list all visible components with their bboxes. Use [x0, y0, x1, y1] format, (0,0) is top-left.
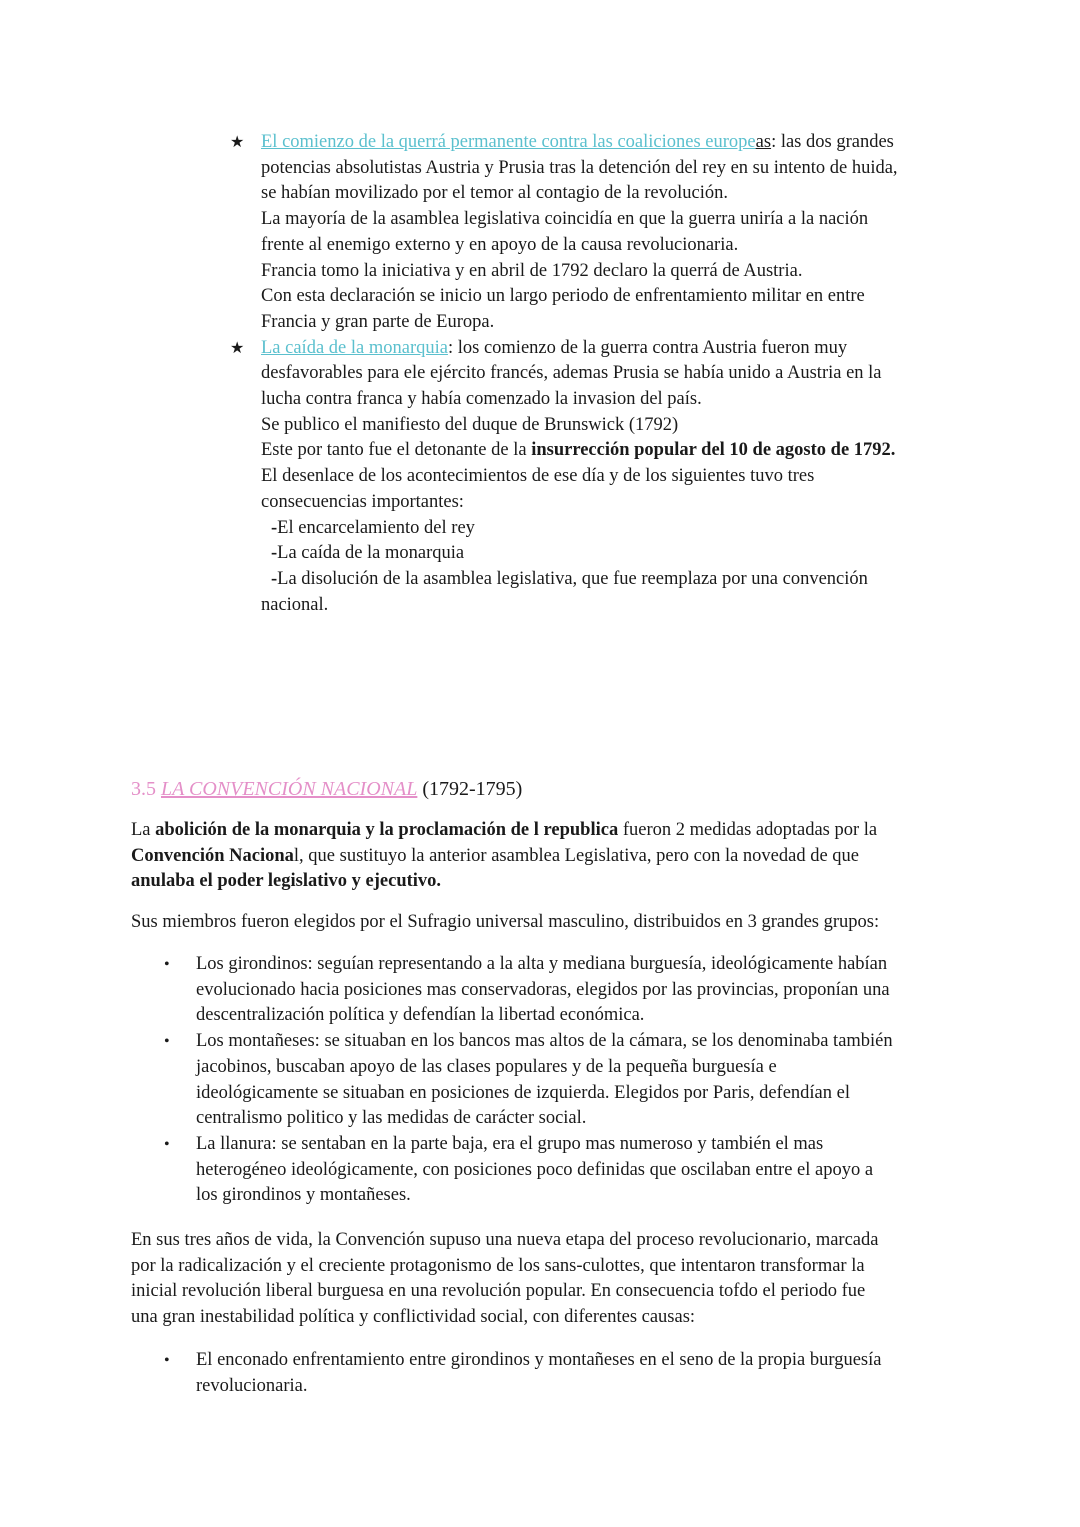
detonante-line: Este por tanto fue el detonante de la insurrección popular del 10 de agosto de 1792.: [261, 440, 896, 461]
bullet-icon: •: [164, 956, 170, 973]
text-line: frente al enemigo externo y en apoyo de la causa revolucionaria.: [261, 234, 739, 255]
bullet-icon: •: [164, 1352, 170, 1369]
monarchy-first-line: La caída de la monarquia: los comienzo de la guerra contra Austria fueron muy: [261, 337, 848, 358]
group-montaneses: • Los montañeses: se situaban en los bancos mas altos de la cámara, se los denominaba también jacobinos, buscaban apoyo de las clases populares y de la pequeña burguesía e ideológicamente se situaban en posiciones de izquierda. Elegidos por Paris, defendían el centralismo politico y las medidas de carácter social.: [164, 1031, 893, 1129]
text-line: lucha contra franca y había comenzado la invasion del país.: [261, 389, 702, 410]
text-line: consecuencias importantes:: [261, 491, 464, 512]
text-line: Francia tomo la iniciativa y en abril de 1792 declaro la querrá de Austria.: [261, 260, 803, 281]
section-heading: [131, 775, 522, 803]
star-list: [230, 130, 990, 618]
text-line: La mayoría de la asamblea legislativa coincidía en que la guerra uniría a la nación: [261, 209, 869, 230]
cause-item: • El enconado enfrentamiento entre girondinos y montañeses en el seno de la propia burguesía revolucionaria.: [164, 1350, 882, 1396]
war-first-line: El comienzo de la querrá permanente contra las coaliciones europeas: las dos grandes: [261, 132, 894, 152]
section-number: 3.5: [131, 778, 161, 800]
text-line: desfavorables para ele ejército francés, ademas Prusia se había unido a Austria en la: [261, 363, 882, 384]
war-link-tail: as: [755, 132, 772, 152]
text-line: Se publico el manifiesto del duque de Brunswick (1792): [261, 414, 679, 435]
text-line: potencias absolutistas Austria y Prusia tras la detención del rey en su intento de huida,: [261, 157, 898, 178]
section-title: LA CONVENCIÓN NACIONAL: [161, 778, 418, 800]
groups-list: [131, 952, 971, 1209]
text-line: Francia y gran parte de Europa.: [261, 311, 495, 332]
star-icon: ★: [230, 339, 245, 357]
star-item-war: [230, 130, 990, 336]
section-years: (1792-1795): [417, 778, 523, 800]
star-item-monarchy: [230, 336, 990, 619]
group-girondinos: • Los girondinos: seguían representando a la alta y mediana burguesía, ideológicamente habían evolucionado hacia posiciones mas conservadoras, elegidos por las provincias, proponían una descentralización política y defendían la libertad económica.: [164, 954, 890, 1026]
consequence-item: -El encarcelamiento del rey: [271, 517, 475, 538]
group-llanura: • La llanura: se sentaban en la parte baja, era el grupo mas numeroso y también el mas heterogéneo ideológicamente, con posiciones poco definidas que oscilaban entre el apoyo a los girondinos y montañeses.: [164, 1133, 874, 1206]
text-line: se habían movilizado por el temor al contagio de la revolución.: [261, 183, 728, 204]
bullet-icon: •: [164, 1033, 170, 1051]
causes-list: [131, 1348, 971, 1399]
war-link[interactable]: El comienzo de la querrá permanente contra las coaliciones europe: [261, 132, 756, 152]
text-line: nacional.: [261, 594, 329, 615]
monarchy-link[interactable]: La caída de la monarquia: [261, 337, 448, 358]
intro-paragraph: La abolición de la monarquia y la proclamación de l republica fueron 2 medidas adoptadas por la Convención Nacional, que sustituyo la anterior asamblea Legislativa, pero con la novedad de que anulaba el poder legislativo y ejecutivo.: [131, 820, 878, 892]
consequence-item: -La caída de la monarquia: [271, 543, 465, 564]
convention-paragraph: En sus tres años de vida, la Convención supuso una nueva etapa del proceso revolucionario, marcada por la radicalización y el creciente protagonismo de los sans-culottes, que intentaron transformar la inicial revolución liberal burguesa en una revolución popular. En consecuencia tofdo el periodo fue una gran inestabilidad política y conflictividad social, con diferentes causas:: [131, 1230, 879, 1328]
bullet-icon: •: [164, 1135, 170, 1153]
star-icon: ★: [230, 134, 245, 151]
members-paragraph: Sus miembros fueron elegidos por el Sufragio universal masculino, distribuidos en 3 grandes grupos:: [131, 912, 880, 932]
text-line: Con esta declaración se inicio un largo periodo de enfrentamiento militar en entre: [261, 286, 865, 307]
consequence-item: -La disolución de la asamblea legislativa, que fue reemplaza por una convención: [271, 568, 868, 589]
text-line: El desenlace de los acontecimientos de ese día y de los siguientes tuvo tres: [261, 466, 815, 487]
